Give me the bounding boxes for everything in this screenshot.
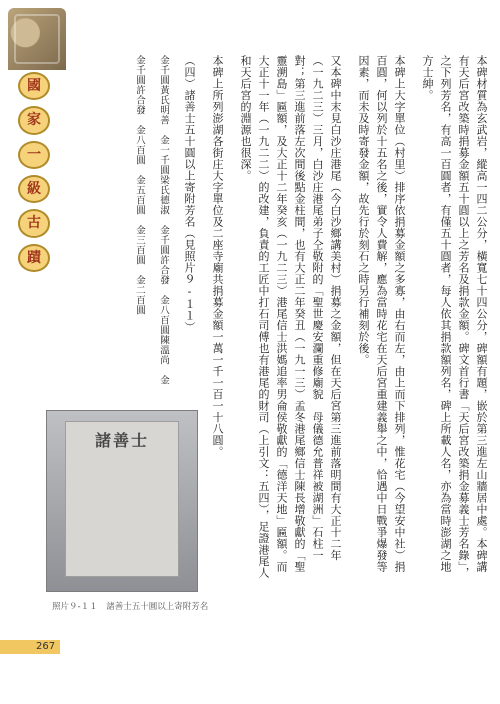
page-number-bar [0, 640, 60, 654]
page-number: 267 [36, 641, 56, 652]
ornate-arch-icon [8, 8, 66, 70]
donor-list-heading: （四）諸善士五十圓以上寄附芳名（見照片９-１１） [183, 55, 196, 333]
stele-photo [46, 410, 198, 592]
paragraph-3: 又本碑中末見白沙庄港尾（今白沙鄉講美村）捐募之金額，但在天后宮第三進前落明間有大正十二年（一九二三）三月，白沙庄港尾弟子仝敬附的「聖世慶安瀾重修廟貌 母儀德允普祥被湖洲」石柱一對；第三進前落左次間後點金柱間，也有大正二年癸丑（一九一三）孟冬港尾鄉信士陳長增敬獻的「聖靈溯島」匾額，及大正十二年癸亥（一九二三）港尾信士洪媽追率男侖侯敬獻的「德洋天地」匾額。而大正十一年（一九二二）的改建，負責的工匠中打石司傅也有港尾的財司（上引文：五四），足證港尾人和天后宮的淵源也很深。 [239, 55, 342, 579]
donor-list-row-1: 金千圓黃氏明善 金一千圓梁氏德淑 金千圓許合發 金八百圓陳溫尚 金 [158, 55, 169, 385]
banner-char-6: 蹟 [18, 244, 50, 272]
banner-char-5: 古 [18, 209, 50, 237]
banner-char-3: 一 [18, 141, 50, 169]
banner-char-1: 國 [18, 72, 50, 100]
caption-tag: 照片９-１１ [52, 602, 98, 612]
national-monument-banner [16, 72, 52, 272]
stele-inscription: 諸善士 [65, 421, 179, 577]
banner-char-4: 級 [18, 175, 50, 203]
donor-list-row-2: 金千圓許合發 金八百圓 金五百圓 金三百圓 金二百圓 [134, 55, 145, 315]
photo-caption [52, 600, 252, 616]
paragraph-1: 本碑材質為玄武岩，縱高一四二公分，橫寬七十四公分，碑額有題，嵌於第三進左山牆居中處。本碑講有天后宮改築時捐募金額五十圓以上之芳名及捐款金額。碑文首行書「天后宮改築捐金募義士芳名錄」，之下列芳名，有高一百圓者，有僅五十圓者，每人依其捐款額列名，碑上所載人名，亦為當時澎湖之地方士紳。 [421, 55, 488, 579]
caption-text: 諸善士五十圓以上寄附芳名 [106, 602, 209, 612]
paragraph-4: 本碑上所列澎湖各街庄大字單位及二座寺廟共捐募金額一萬一千一百一十八圓。 [211, 55, 224, 458]
paragraph-2: 本碑上大字單位（村里）排序依捐募金額之多寡，由右而左，由上而下排列，惟花宅（今望安中社）捐百圓，何以列於十五名之後，實令人費解，應為當時花宅在天后宮重建義舉之中，恰遇中日戰爭爆發等因素，而未及時寄發金額，故先行於刻石之時另行補刻於後。 [357, 55, 406, 573]
banner-char-2: 家 [18, 106, 50, 134]
